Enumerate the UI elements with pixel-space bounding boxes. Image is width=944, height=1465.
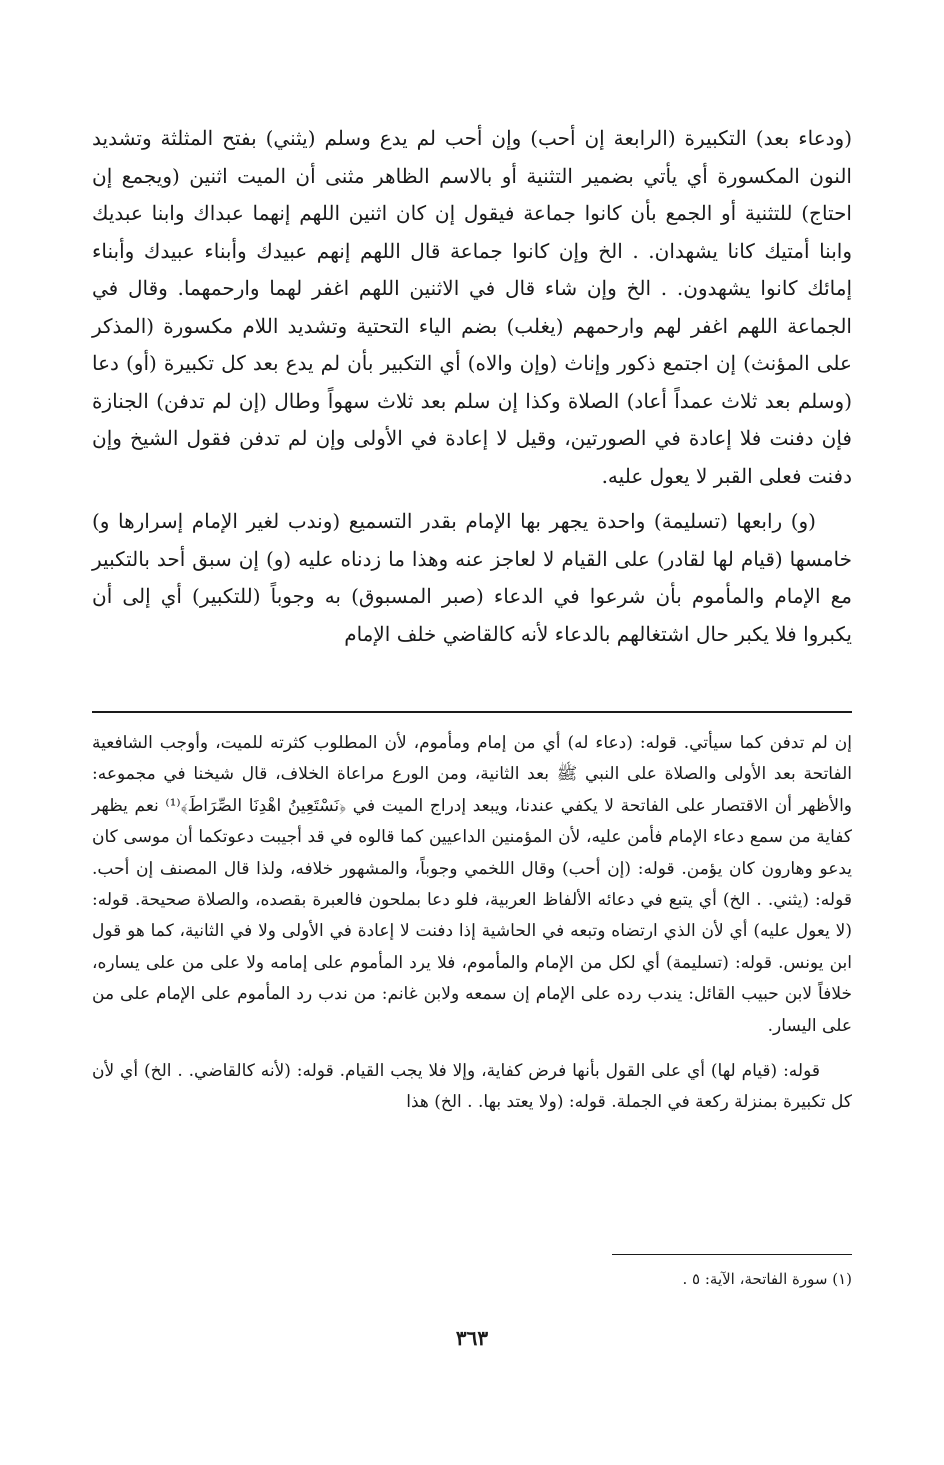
main-text [92,120,852,653]
commentary [92,728,852,1119]
main-text-divider [92,711,852,713]
commentary-paragraph-1: إن لم تدفن كما سيأتي. قوله: (دعاء له) أي من إمام ومأموم، لأن المطلوب كثرته للميت، وأوجب الشافعية الفاتحة بعد الأولى والصلاة على النبي ﷺ بعد الثانية، ومن الورع مراعاة الخلاف، قال شيخنا في مجموعه: والأظهر أن الاقتصار على الفاتحة لا يكفي عندنا، ويبعد إدراج الميت في ﴿نَسْتَعِينُ اهْدِنَا الصِّرَاطَ﴾⁽¹⁾ نعم يظهر كفاية من سمع دعاء الإمام فأمن عليه، لأن المؤمنين الداعيين كما قالوه في قد أجيبت دعوتكما أن موسى كان يدعو وهارون كان يؤمن. قوله: (إن أحب) وقال اللخمي وجوباً، والمشهور خلافه، ولذا قال المصنف إن أحب. قوله: (يثني. . الخ) أي يتبع في دعائه الألفاظ العربية، فلو دعا بملحون فالعبرة بقصده، والصلاة صحيحة. قوله: (لا يعول عليه) أي لأن الذي ارتضاه وتبعه في الحاشية إذا دفنت لا إعادة في الأولى ولا في الثانية، كما هو قول ابن يونس. قوله: (تسليمة) أي لكل من الإمام والمأموم، فلا يرد المأموم على إمامه ولا على من على يساره، خلافاً لابن حبيب القائل: يندب رده على الإمام إن سمعه ولابن غانم: من ندب رد المأموم على الإمام على من على اليسار. [92,733,852,1036]
main-paragraph-1: (ودعاء بعد) التكبيرة (الرابعة إن أحب) وإن أحب لم يدع وسلم (يثني) بفتح المثلثة وتشديد النون المكسورة أي يأتي بضمير التثنية أو بالاسم الظاهر مثنى أن الميت اثنين (ويجمع إن احتاج) للتثنية أو الجمع بأن كانوا جماعة فيقول إن كان اثنين اللهم إنهما عبداك وابنا عبديك وابنا أمتيك كانا يشهدان. . الخ وإن كانوا جماعة قال اللهم إنهم عبيدك وأبناء عبيدك وأبناء إمائك كانوا يشهدون. . الخ وإن شاء قال في الاثنين اللهم اغفر لهما وارحمهما. وقال في الجماعة اللهم اغفر لهم وارحمهم (يغلب) بضم الياء التحتية وتشديد اللام مكسورة (المذكر على المؤنث) إن اجتمع ذكور وإناث (وإن والاه) أي التكبير بأن لم يدع بعد كل تكبيرة (أو) دعا (وسلم بعد ثلاث عمداً أعاد) الصلاة وكذا إن سلم بعد ثلاث سهواً وطال (إن لم تدفن) الجنازة فإن دفنت فلا إعادة في الصورتين، وقيل لا إعادة في الأولى وإن لم تدفن فقول الشيخ وإن دفنت فعلى القبر لا يعول عليه. [92,126,852,488]
footnote-divider [612,1254,852,1255]
footnote: (١) سورة الفاتحة، الآية: ٥ . [682,1270,852,1288]
main-paragraph-2: (و) رابعها (تسليمة) واحدة يجهر بها الإمام بقدر التسميع (وندب لغير الإمام إسرارها و) خامسها (قيام لها لقادر) على القيام لا لعاجز عنه وهذا ما زدناه عليه (و) إن سبق أحد بالتكبير مع الإمام والمأموم بأن شرعوا في الدعاء (صبر المسبوق) به وجوباً (للتكبير) أي إلى أن يكبروا فلا يكبر حال اشتغالهم بالدعاء لأنه كالقاضي خلف الإمام [92,509,852,646]
page-number: ٣٦٣ [455,1326,489,1350]
commentary-paragraph-2: قوله: (قيام لها) أي على القول بأنها فرض كفاية، وإلا فلا يجب القيام. قوله: (لأنه كالقاضي. . الخ) أي لأن كل تكبيرة بمنزلة ركعة في الجملة. قوله: (ولا يعتد بها. . الخ) هذا [92,1061,852,1113]
